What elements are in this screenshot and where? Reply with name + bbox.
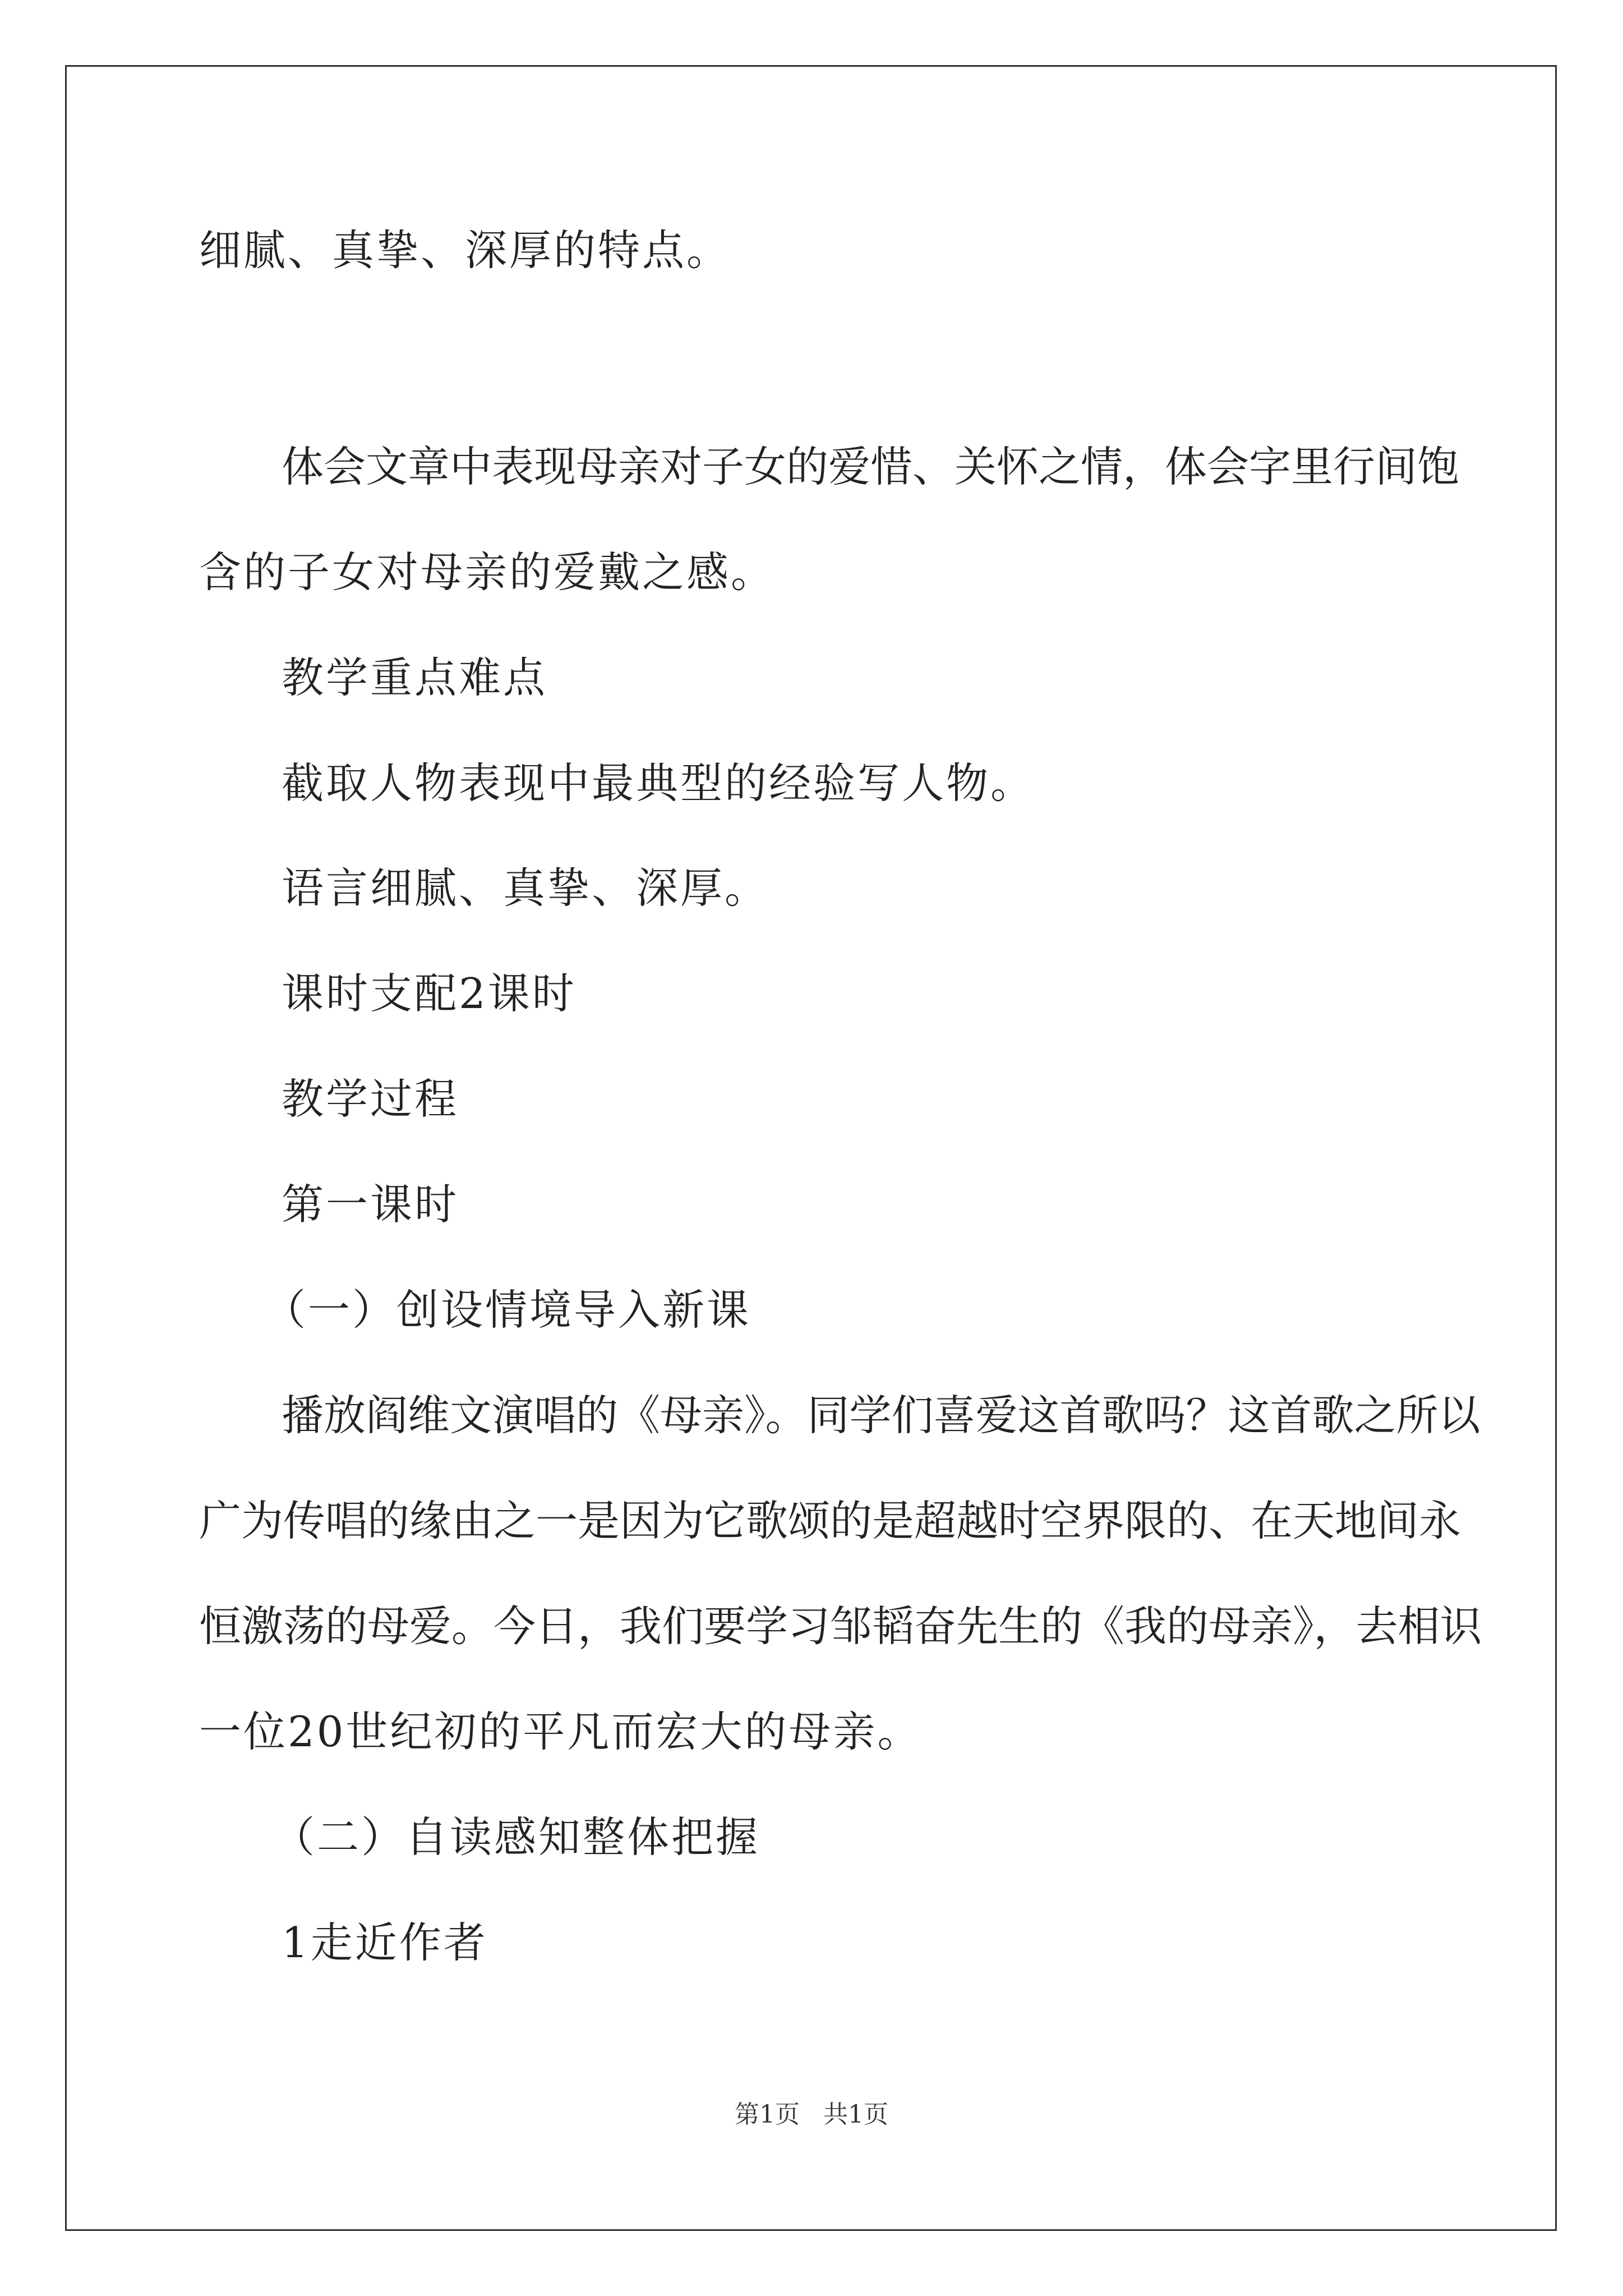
- page-border: [65, 65, 1557, 2231]
- page-footer: [0, 2098, 1623, 2132]
- text-line-5: 截取人物表现中最典型的经验写人物。: [282, 758, 1035, 808]
- section-heading-process: 教学过程: [282, 1074, 459, 1124]
- text-line-2: 体会文章中表现母亲对子女的爱惜、关怀之情，体会字里行间饱: [282, 442, 1460, 491]
- text-line-14: 一位20世纪初的平凡而宏大的母亲。: [199, 1707, 922, 1756]
- page-total: 共1页: [823, 2100, 888, 2129]
- text-line-11: 播放阎维文演唱的《母亲》。同学们喜爱这首歌吗？这首歌之所以: [282, 1391, 1481, 1440]
- subsection-heading-1: （一）创设情境导入新课: [264, 1285, 751, 1335]
- text-line-1: 细腻、真挚、深厚的特点。: [199, 226, 731, 275]
- text-line-3: 含的子女对母亲的爱戴之感。: [199, 547, 776, 597]
- section-heading-key-points: 教学重点难点: [282, 653, 548, 702]
- page-number: 第1页: [735, 2100, 800, 2129]
- text-line-7: 课时支配2课时: [282, 969, 577, 1018]
- section-heading-lesson-one: 第一课时: [282, 1180, 459, 1229]
- text-line-6: 语言细腻、真挚、深厚。: [282, 863, 769, 913]
- subsection-heading-2: （二）自读感知整体把握: [273, 1812, 760, 1862]
- text-line-12: 广为传唱的缘由之一是因为它歌颂的是超越时空界限的、在天地间永: [199, 1496, 1461, 1545]
- text-line-16: 1走近作者: [282, 1918, 488, 1967]
- text-line-13: 恒激荡的母爱。今日，我们要学习邹韬奋先生的《我的母亲》，去相识: [199, 1602, 1482, 1651]
